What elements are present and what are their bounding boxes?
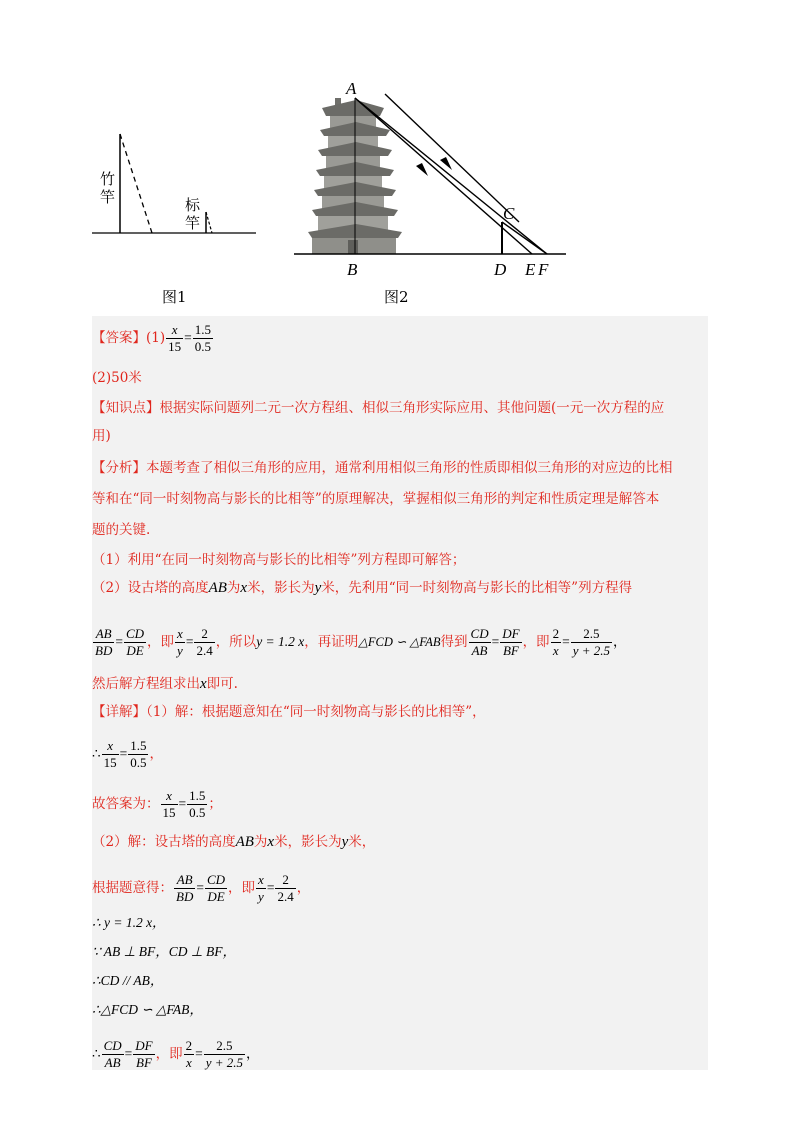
t: ， xyxy=(149,746,163,762)
n: 1.5 xyxy=(130,738,147,753)
analysis-equation-line: $\frac{AB}{BD}$ = $\frac{CD}{DE}$ ，即 $\frac{x}{y}$ = $\frac{2}{2.4}$ ，所以y = 1.2 x，再证明△FCD ∽ △FAB得到 $\frac{CD}{AB}$ = $\frac{DF}{BF}$ ，即 $\frac{2}{x}$ = $\frac{2.5}{y + 2.5}$ ， xyxy=(95,626,627,658)
t: ； xyxy=(208,796,222,812)
t: （2）设古塔的高度 xyxy=(92,580,209,596)
frac-cd-ab xyxy=(469,626,491,659)
t: y xyxy=(314,580,322,596)
n: 2 xyxy=(185,1038,193,1053)
t: 然后解方程组求出 xyxy=(92,676,200,692)
d: AB xyxy=(104,1055,121,1070)
n: 1.5 xyxy=(189,788,206,803)
d: DE xyxy=(126,643,144,658)
d: BD xyxy=(176,889,194,904)
d: 15 xyxy=(103,755,117,770)
analysis-step-2 xyxy=(92,578,632,598)
t: y = 1.2 x xyxy=(256,634,305,649)
t: 米，先利用“同一时刻物高与影长的比相等”列方程得 xyxy=(321,580,633,596)
frac xyxy=(128,738,148,771)
n: CD xyxy=(206,872,226,887)
t: （1）解：根据题意知在“同一时刻物高与影长的比相等”， xyxy=(146,704,486,720)
t: AB xyxy=(208,580,227,596)
n: CD xyxy=(125,626,145,641)
d: BD xyxy=(95,643,113,658)
frac-cd-de xyxy=(124,626,146,659)
t: x xyxy=(240,580,248,596)
t: ，再证明 xyxy=(304,634,359,650)
analysis-tag: 【分析】 xyxy=(92,460,146,476)
n: x xyxy=(258,872,264,887)
detail-similar: ∴△FCD ∽ △FAB， xyxy=(92,1002,203,1017)
figure-area xyxy=(0,0,800,310)
answer-fraction-left xyxy=(166,322,183,355)
frac xyxy=(161,788,178,821)
t: ，即 xyxy=(155,1046,183,1062)
d: 2.4 xyxy=(277,889,294,904)
fig1-pole-label: 竹竿 xyxy=(100,170,116,206)
t: ，即 xyxy=(522,634,550,650)
analysis-line-1 xyxy=(92,458,673,478)
t: ，即 xyxy=(228,880,256,896)
n: DF xyxy=(135,1038,153,1053)
detail-eq-last: ∴ $\frac{CD}{AB}$ = $\frac{DF}{BF}$ ，即 $\frac{2}{x}$ = $\frac{2.5}{y + 2.5}$ ， xyxy=(92,1038,260,1070)
therefore-symbol: ∴ xyxy=(92,1046,101,1062)
fig1-caption: 图1 xyxy=(162,288,187,306)
answer-fraction-right xyxy=(193,322,213,355)
d: y xyxy=(177,643,183,658)
detail-eq-y: ∴ y = 1.2 x， xyxy=(92,915,166,930)
t: x xyxy=(267,834,275,850)
d: x xyxy=(552,643,559,658)
d: 0.5 xyxy=(189,805,206,820)
fig2-label-F: F xyxy=(538,260,549,279)
detail-perp: ∵ AB ⊥ BF，CD ⊥ BF， xyxy=(92,944,236,959)
t: （2）解：设古塔的高度 xyxy=(92,834,236,850)
detail-line-1 xyxy=(92,702,486,722)
fig2-ray-parallel xyxy=(385,94,519,222)
frac-den: 15 xyxy=(168,339,182,354)
n: CD xyxy=(103,1038,122,1053)
t: ， xyxy=(612,634,627,650)
n: x xyxy=(177,626,183,641)
frac xyxy=(205,872,227,905)
t: y xyxy=(341,834,349,850)
t: ， xyxy=(296,880,311,896)
n: 2 xyxy=(275,872,295,889)
frac xyxy=(184,1038,195,1071)
n: 2.5 xyxy=(204,1038,245,1055)
fig2-caption: 图2 xyxy=(384,288,409,306)
t: ， xyxy=(246,1046,260,1062)
frac-2-x xyxy=(551,626,562,659)
t: 为 xyxy=(226,580,241,596)
fig2-label-D: D xyxy=(494,260,507,279)
t: 得到 xyxy=(440,634,468,650)
t: ，即 xyxy=(147,634,175,650)
frac xyxy=(275,872,295,905)
n: 2 xyxy=(552,626,560,641)
figures-svg xyxy=(0,0,800,310)
fig2-segment-CF xyxy=(502,222,547,254)
fig2-label-A: A xyxy=(346,79,357,98)
d: 2.4 xyxy=(196,643,213,658)
d: BF xyxy=(136,1055,152,1070)
analysis-text-1: 本题考查了相似三角形的应用，通常利用相似三角形的性质即相似三角形的对应边的比相 xyxy=(146,460,673,476)
d: y + 2.5 xyxy=(205,1055,244,1070)
frac xyxy=(187,788,207,821)
n: 2 xyxy=(194,626,214,643)
frac-25-y25 xyxy=(571,626,612,659)
answer-tag: 【答案】 xyxy=(92,330,146,346)
frac-num: 1.5 xyxy=(194,322,211,337)
d: x xyxy=(185,1055,192,1070)
knowledge-tag: 【知识点】 xyxy=(92,400,160,416)
detail-eq-2: 根据题意得： $\frac{AB}{BD}$ = $\frac{CD}{DE}$ ，即 $\frac{x}{y}$ = $\frac{2}{2.4}$ ， xyxy=(92,872,311,904)
fig2-label-E: E xyxy=(525,260,536,279)
analysis-step-1: （1）利用“在同一时刻物高与影长的比相等”列方程即可解答； xyxy=(92,552,466,568)
detail-part2-line xyxy=(92,832,375,852)
fig2-label-C: C xyxy=(503,204,515,223)
n: 2.5 xyxy=(571,626,612,643)
t: 为 xyxy=(253,834,268,850)
fig1-pole-shadow xyxy=(120,134,152,233)
t: AB xyxy=(235,834,254,850)
knowledge-line-2: 用) xyxy=(92,428,111,444)
t: x xyxy=(200,676,207,692)
frac xyxy=(204,1038,245,1071)
frac-x-y xyxy=(175,626,185,659)
frac-df-bf xyxy=(500,626,521,659)
frac-num: x xyxy=(166,322,183,339)
fig2-arrow-1 xyxy=(416,163,428,176)
t: 米， xyxy=(348,834,376,850)
n: CD xyxy=(470,626,489,641)
t: 米，影长为 xyxy=(274,834,342,850)
analysis-last-line xyxy=(92,674,238,694)
figure-2 xyxy=(294,79,566,279)
fig1-marker-shadow xyxy=(206,212,212,233)
n: AB xyxy=(174,872,195,889)
answer-line-1: 【答案】(1) $\frac{x}{15}$ = $\frac{1.5}{0.5}$ xyxy=(92,322,211,354)
frac xyxy=(102,1038,124,1071)
analysis-line-3: 题的关键. xyxy=(92,522,151,538)
fig2-label-B: B xyxy=(347,260,358,279)
answer-part1-prefix: (1) xyxy=(146,330,166,346)
detail-eq-1: ∴ $\frac{x}{15}$ = $\frac{1.5}{0.5}$ ， xyxy=(92,738,163,770)
analysis-line-2: 等和在“同一时刻物高与影长的比相等”的原理解决，掌握相似三角形的判定和性质定理是解答本 xyxy=(92,491,660,507)
t: △FCD ∽ △FAB xyxy=(358,635,441,649)
n: x xyxy=(102,738,119,755)
t: 故答案为： xyxy=(92,796,160,812)
fig1-marker-label: 标竿 xyxy=(185,196,201,232)
frac xyxy=(174,872,195,905)
therefore-symbol: ∴ xyxy=(92,746,101,762)
d: y + 2.5 xyxy=(572,643,610,658)
frac-2-24 xyxy=(194,626,214,659)
t: 米，影长为 xyxy=(247,580,315,596)
d: AB xyxy=(471,643,488,658)
knowledge-line-1 xyxy=(92,398,664,418)
detail-tag: 【详解】 xyxy=(92,704,146,720)
frac-ab-bd xyxy=(93,626,114,659)
d: 15 xyxy=(162,805,176,820)
d: DE xyxy=(207,889,225,904)
t: 即可. xyxy=(206,676,238,692)
knowledge-text-1: 根据实际问题列二元一次方程组、相似三角形实际应用、其他问题(一元一次方程的应 xyxy=(159,400,665,416)
d: 0.5 xyxy=(130,755,147,770)
frac xyxy=(133,1038,154,1071)
d: y xyxy=(258,889,264,904)
n: AB xyxy=(93,626,114,643)
t: 根据题意得： xyxy=(92,880,173,896)
detail-parallel: ∴CD // AB， xyxy=(92,973,164,988)
frac xyxy=(256,872,266,905)
detail-answer-line: 故答案为： $\frac{x}{15}$ = $\frac{1.5}{0.5}$ ； xyxy=(92,788,222,820)
answer-line-2: (2)50米 xyxy=(92,370,142,386)
frac xyxy=(102,738,119,771)
t: ，所以 xyxy=(215,634,257,650)
frac-den: 0.5 xyxy=(194,339,211,354)
n: DF xyxy=(502,626,520,641)
n: x xyxy=(161,788,178,805)
d: BF xyxy=(502,643,519,658)
